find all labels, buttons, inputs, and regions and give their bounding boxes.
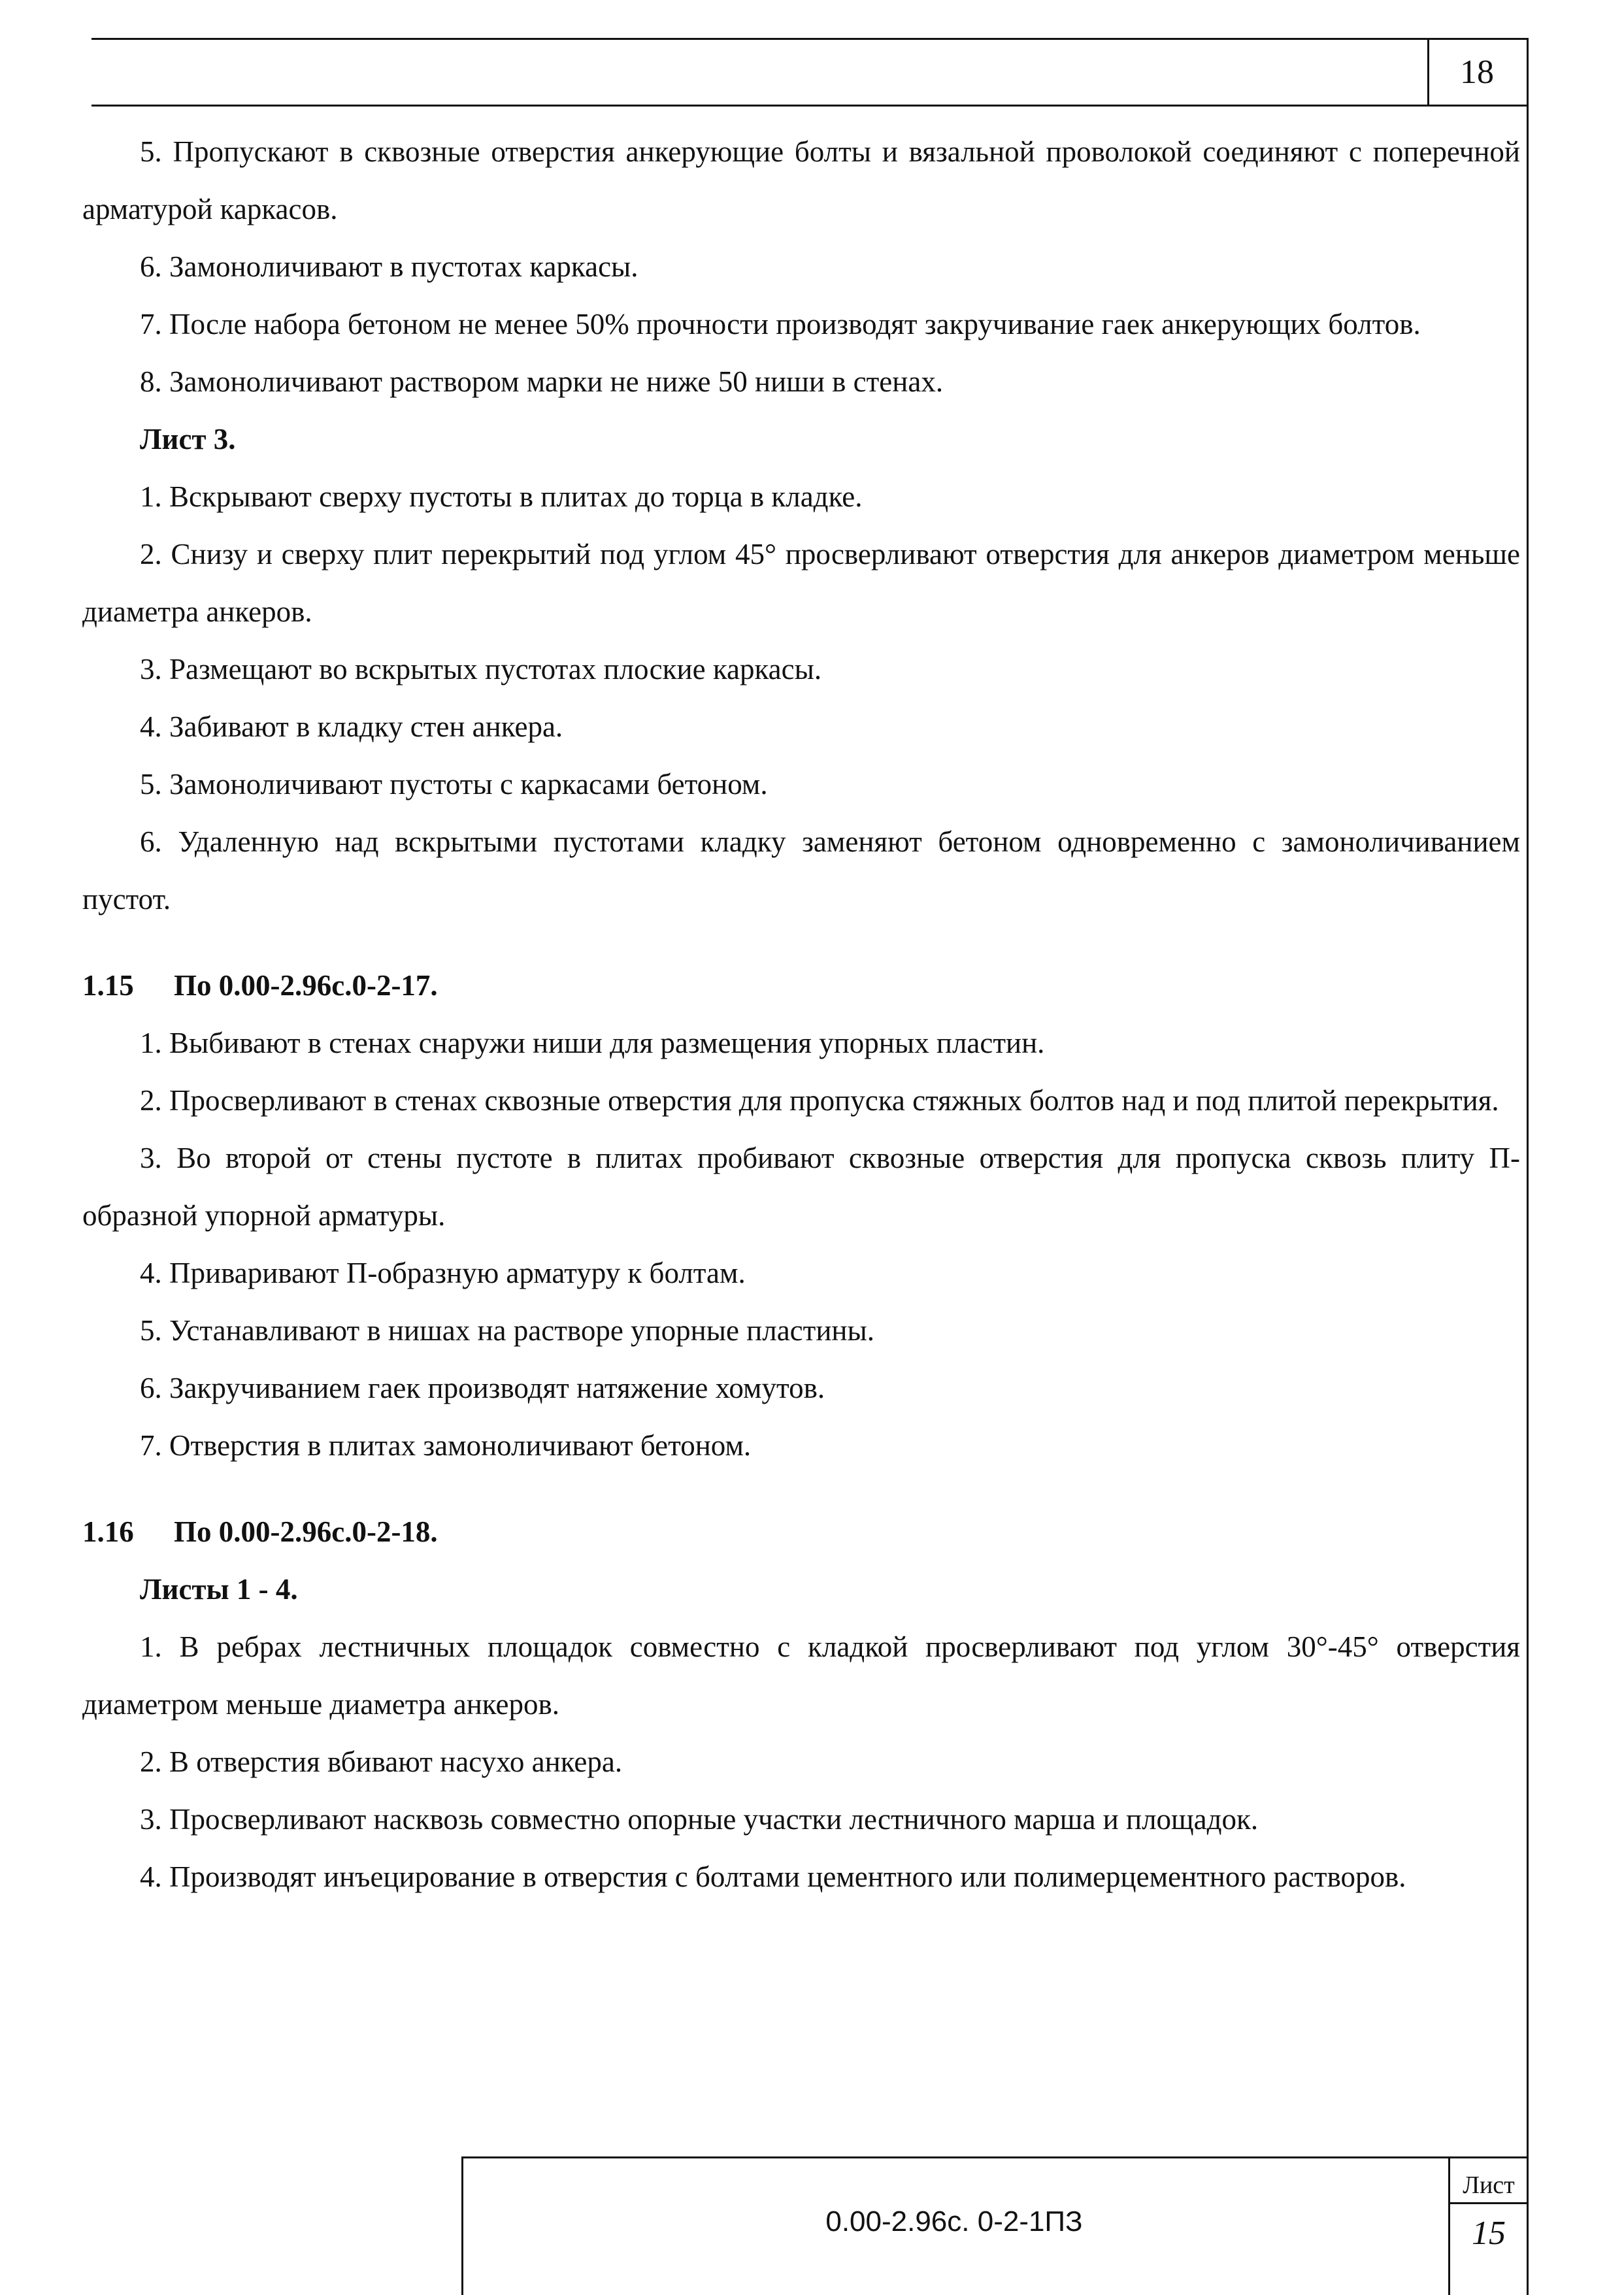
sheet-label: Лист bbox=[1463, 2171, 1515, 2199]
paragraph: 3. Во второй от стены пустоте в плитах пробивают сквозные отверстия для пропуска сквозь плиту П-образной упорной арматуры. bbox=[82, 1142, 1520, 1232]
paragraph: 6. Закручиванием гаек производят натяжение хомутов. bbox=[140, 1372, 825, 1404]
header-bottom-rule bbox=[91, 105, 1528, 107]
stamp-top-rule bbox=[461, 2156, 1528, 2158]
paragraph: 6. Удаленную над вскрытыми пустотами кладку заменяют бетоном одновременно с замоноличиванием пустот. bbox=[82, 825, 1520, 916]
paragraph: 5. Замоноличивают пустоты с каркасами бетоном. bbox=[140, 768, 768, 801]
paragraph: 2. Просверливают в стенах сквозные отверстия для пропуска стяжных болтов над и под плитой перекрытия. bbox=[140, 1084, 1499, 1117]
document-code: 0.00-2.96с. 0-2-1ПЗ bbox=[825, 2205, 1083, 2237]
section-number: 1.15 bbox=[82, 969, 134, 1002]
paragraph: 4. Забивают в кладку стен анкера. bbox=[140, 710, 563, 743]
paragraph: 1. Выбивают в стенах снаружи ниши для размещения упорных пластин. bbox=[140, 1027, 1045, 1059]
paragraph: 7. Отверстия в плитах замоноличивают бетоном. bbox=[140, 1429, 752, 1462]
sheet-heading: Листы 1 - 4. bbox=[140, 1573, 298, 1606]
paragraph: 2. Снизу и сверху плит перекрытий под углом 45° просверливают отверстия для анкеров диаметром меньше диаметра анкеров. bbox=[82, 538, 1520, 628]
top-rule bbox=[91, 38, 1528, 40]
paragraph: 4. Производят инъецирование в отверстия с болтами цементного или полимерцементного растворов. bbox=[140, 1860, 1406, 1893]
paragraph: 3. Просверливают насквозь совместно опорные участки лестничного марша и площадок. bbox=[140, 1803, 1259, 1836]
sheet-heading: Лист 3. bbox=[140, 423, 236, 455]
paragraph: 8. Замоноличивают раствором марки не ниже 50 ниши в стенах. bbox=[140, 365, 944, 398]
stamp-left-border bbox=[461, 2156, 463, 2295]
section-heading bbox=[82, 957, 1520, 1014]
paragraph: 2. В отверстия вбивают насухо анкера. bbox=[140, 1745, 623, 1778]
section-heading bbox=[82, 1503, 1520, 1560]
section-title: По 0.00-2.96с.0-2-17. bbox=[174, 969, 438, 1002]
paragraph: 7. После набора бетоном не менее 50% прочности производят закручивание гаек анкерующих болтов. bbox=[140, 308, 1421, 340]
section-number: 1.16 bbox=[82, 1515, 134, 1548]
paragraph: 1. В ребрах лестничных площадок совместно с кладкой просверливают под углом 30°-45° отверстия диаметром меньше диаметра анкеров. bbox=[82, 1630, 1520, 1721]
paragraph: 5. Устанавливают в нишах на растворе упорные пластины. bbox=[140, 1314, 874, 1347]
paragraph: 1. Вскрывают сверху пустоты в плитах до торца в кладке. bbox=[140, 480, 863, 513]
document-body bbox=[82, 123, 1520, 1906]
sheet-cell-divider bbox=[1448, 2202, 1528, 2204]
page-number: 18 bbox=[1460, 53, 1494, 91]
sheet-number: 15 bbox=[1472, 2215, 1506, 2252]
right-frame-border bbox=[1527, 38, 1529, 2295]
paragraph: 4. Приваривают П-образную арматуру к болтам. bbox=[140, 1257, 746, 1289]
section-title: По 0.00-2.96с.0-2-18. bbox=[174, 1515, 438, 1548]
paragraph: 5. Пропускают в сквозные отверстия анкерующие болты и вязальной проволокой соединяют с поперечной арматурой каркасов. bbox=[82, 135, 1520, 225]
paragraph: 3. Размещают во вскрытых пустотах плоские каркасы. bbox=[140, 653, 822, 685]
paragraph: 6. Замоноличивают в пустотах каркасы. bbox=[140, 250, 638, 283]
